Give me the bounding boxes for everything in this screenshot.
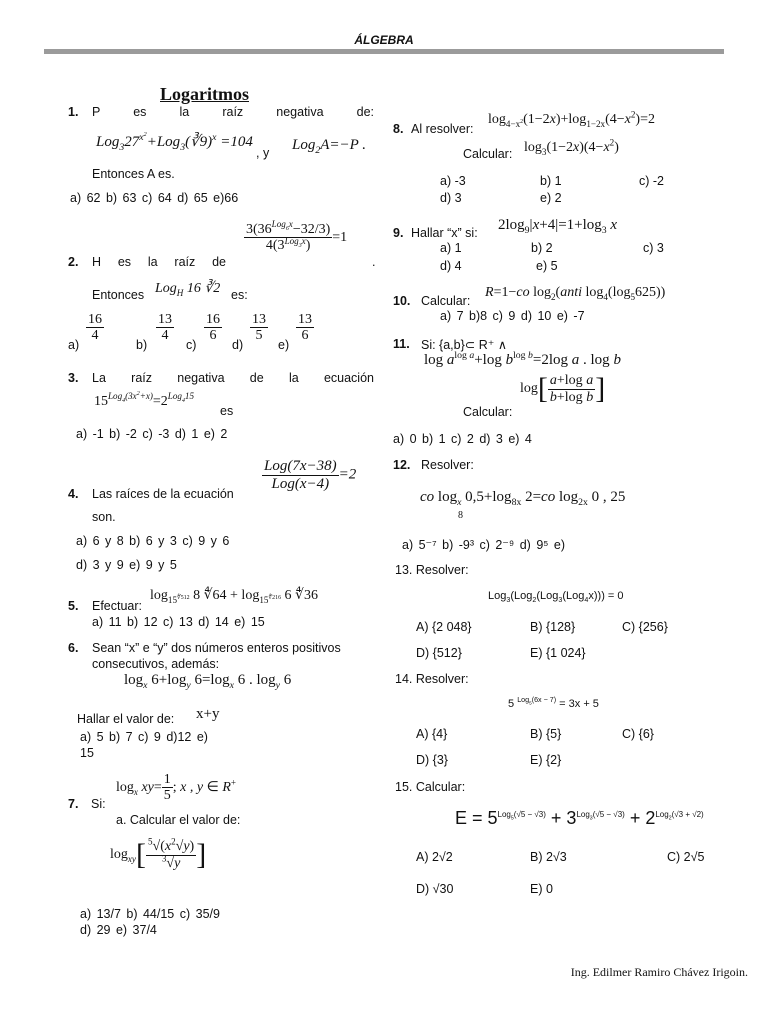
- q3-equation: $15^{Log_4(3x^2+x)}=2^{Log_415}$: [94, 391, 194, 409]
- q5-number: 5.: [68, 599, 79, 613]
- q14-option-e: E) {2}: [530, 753, 562, 767]
- q15-option-b: B) 2√3: [530, 850, 567, 864]
- q6-text-2: consecutivos, además:: [92, 657, 220, 671]
- q13-option-a: A) {2 048}: [416, 620, 472, 634]
- q3-options: a) -1 b) -2 c) -3 d) 1 e) 2: [76, 427, 228, 441]
- q1-number: 1.: [68, 105, 79, 119]
- q8-equation: $\log_{4-x^2}(1-2x)+\log_{1-2x}(4-x^2)=2$: [488, 109, 655, 129]
- header-divider: [44, 49, 724, 54]
- q6-options-1: a) 5 b) 7 c) 9 d)12 e): [80, 730, 208, 744]
- q2-period: .: [372, 255, 376, 269]
- q13-option-c: C) {256}: [622, 620, 668, 634]
- q14-option-d: D) {3}: [416, 753, 448, 767]
- q8-option-b: b) 1: [540, 174, 562, 188]
- q10-number: 10.: [393, 294, 411, 308]
- q11-options: a) 0 b) 1 c) 2 d) 3 e) 4: [393, 432, 532, 446]
- q6-ask: Hallar el valor de:: [77, 712, 175, 726]
- q13-option-b: B) {128}: [530, 620, 576, 634]
- q15-option-e: E) 0: [530, 882, 553, 896]
- q5-options: a) 11 b) 12 c) 13 d) 14 e) 15: [92, 615, 265, 629]
- q13-option-e: E) {1 024}: [530, 646, 586, 660]
- q9-equation: $2\log_9|x+4|=1+\log_3$ x: [498, 217, 618, 236]
- header-title: ÁLGEBRA: [354, 33, 414, 47]
- q8-option-e: e) 2: [540, 191, 562, 205]
- q10-expression: R=1−co $\log_2(anti$ $\log_4(\log_5625)$): [485, 285, 666, 302]
- author-footer: Ing. Edilmer Ramiro Chávez Irigoin.: [570, 965, 748, 979]
- q9-text: Hallar “x” si:: [411, 226, 478, 240]
- q12-number: 12.: [393, 458, 411, 472]
- q11-calc: Calcular:: [463, 405, 513, 419]
- q2-es: es:: [231, 288, 248, 302]
- q8-option-a: a) -3: [440, 174, 466, 188]
- q5-expression: $\log_{15^{∜512}} 8$ ∜64 + $\log_{15^{∜216}} 6$ ∜36: [150, 588, 318, 605]
- q11-expression: log[ $\frac{\text{a+log a}}{\text{b+log b}}$ ]: [520, 372, 606, 405]
- q9-number: 9.: [393, 226, 404, 240]
- q8-text: Al resolver:: [411, 122, 474, 136]
- q8-option-d: d) 3: [440, 191, 462, 205]
- q11-text: Si: {a,b}⊂ R⁺ ∧: [421, 338, 507, 352]
- q1-condition: Log$_2$A=−P .: [292, 137, 367, 156]
- q1-equation: $Log_327^{x^2}+Log_3(∛9)^x =104$: [96, 130, 253, 153]
- q4-son: son.: [92, 510, 116, 524]
- q4-text: Las raíces de la ecuación: [92, 487, 234, 501]
- q15-option-a: A) 2√2: [416, 850, 453, 864]
- q14-option-b: B) {5}: [530, 727, 562, 741]
- q15-label: 15. Calcular:: [395, 780, 466, 794]
- q7-number: 7.: [68, 797, 79, 811]
- q2-expression: Log$_H$ 16 ∛2: [155, 281, 221, 298]
- q12-equation: co $\log_x 0,5+\log_{8x}$ 2=co $\log_{2x} 0$ , 25: [420, 489, 626, 508]
- q9-option-c: c) 3: [643, 241, 664, 255]
- q7-condition: $\log_x xy=$ $\frac{1}{5}$ ; x , y ∈ R+: [116, 772, 237, 804]
- q7-options-1: a) 13/7 b) 44/15 c) 35/9: [80, 907, 220, 921]
- q4-options-2: d) 3 y 9 e) 9 y 5: [76, 558, 177, 572]
- q9-option-e: e) 5: [536, 259, 558, 273]
- q12-options: a) 5⁻⁷ b) -9³ c) 2⁻⁹ d) 9⁵ e): [402, 538, 566, 552]
- q15-equation: $E = 5^{Log_5(√5 - √3)} + 3^{Log_3(√5 - √3)} + 2^{Log_2(√3 + √2)}$: [455, 808, 704, 828]
- q4-options-1: a) 6 y 8 b) 6 y 3 c) 9 y 6: [76, 534, 230, 548]
- q3-text: La raíz negativa de la ecuación: [92, 371, 374, 385]
- q7-options-2: d) 29 e) 37/4: [80, 923, 157, 937]
- q2-number: 2.: [68, 255, 79, 269]
- page-title: Logaritmos: [160, 84, 249, 104]
- q1-options: a) 62 b) 63 c) 64 d) 65 e)66: [70, 191, 239, 205]
- q13-label: 13. Resolver:: [395, 563, 469, 577]
- q1-join: , y: [256, 146, 270, 160]
- q2-then: Entonces: [92, 288, 145, 302]
- q12-eight: 8: [458, 510, 463, 521]
- q13-equation: Log$_3$(Log$_2$(Log$_3$(Log$_4$x))) = 0: [488, 590, 624, 605]
- q2-text: H es la raíz de: [92, 255, 226, 269]
- q6-options-2: 15: [80, 746, 94, 760]
- q8-calc: Calcular:: [463, 147, 513, 161]
- q6-text-1: Sean “x” e “y” dos números enteros positivos: [92, 641, 341, 655]
- q14-label: 14. Resolver:: [395, 672, 469, 686]
- q1-text: P es la raíz negativa de:: [92, 105, 374, 119]
- q10-options: a) 7 b)8 c) 9 d) 10 e) -7: [440, 309, 585, 323]
- q7-subquestion: a. Calcular el valor de:: [116, 813, 241, 827]
- q14-equation: 5 $^{Log_5(6x - 7)}$ = 3x + 5: [508, 696, 599, 710]
- q10-text: Calcular:: [421, 294, 471, 308]
- q6-target: x+y: [196, 706, 220, 722]
- q9-option-d: d) 4: [440, 259, 462, 273]
- q8-option-c: c) -2: [639, 174, 664, 188]
- q11-number: 11.: [393, 337, 410, 351]
- q3-es: es: [220, 404, 234, 418]
- q1-then: Entonces A es.: [92, 167, 175, 181]
- q9-option-b: b) 2: [531, 241, 553, 255]
- q6-equation: $\log_x 6+\log_y$ $6=\log_x$ 6 . $\log_y 6$: [124, 672, 292, 691]
- q12-text: Resolver:: [421, 458, 474, 472]
- q13-option-d: D) {512}: [416, 646, 462, 660]
- q8-expression: $\log_3(1-2x)(4-x^2)$: [524, 137, 619, 157]
- q7-expression: $\log_{xy}$[ $\frac{^5√(x^2√y)}{^3√y}$ ]: [110, 836, 207, 871]
- q6-number: 6.: [68, 641, 79, 655]
- q3-number: 3.: [68, 371, 79, 385]
- q11-equation: $\log a^{log a}+\log$ $b^{log b}=2\log$ a . log b: [424, 350, 621, 368]
- q14-option-a: A) {4}: [416, 727, 448, 741]
- q2-equation: $\frac{3(36^{Log_6x}-32/3)}{4(3^{Log_3x})}$ =1: [246, 219, 348, 254]
- q5-text: Efectuar:: [92, 599, 143, 613]
- q4-number: 4.: [68, 487, 79, 501]
- q15-option-d: D) √30: [416, 882, 454, 896]
- q7-si: Si:: [91, 797, 106, 811]
- q4-equation: $\frac{\text{Log(7x−38)}}{\text{Log(x−4)}}$ =2: [264, 458, 357, 492]
- q9-option-a: a) 1: [440, 241, 462, 255]
- q8-number: 8.: [393, 122, 404, 136]
- q15-option-c: C) 2√5: [667, 850, 705, 864]
- q14-option-c: C) {6}: [622, 727, 654, 741]
